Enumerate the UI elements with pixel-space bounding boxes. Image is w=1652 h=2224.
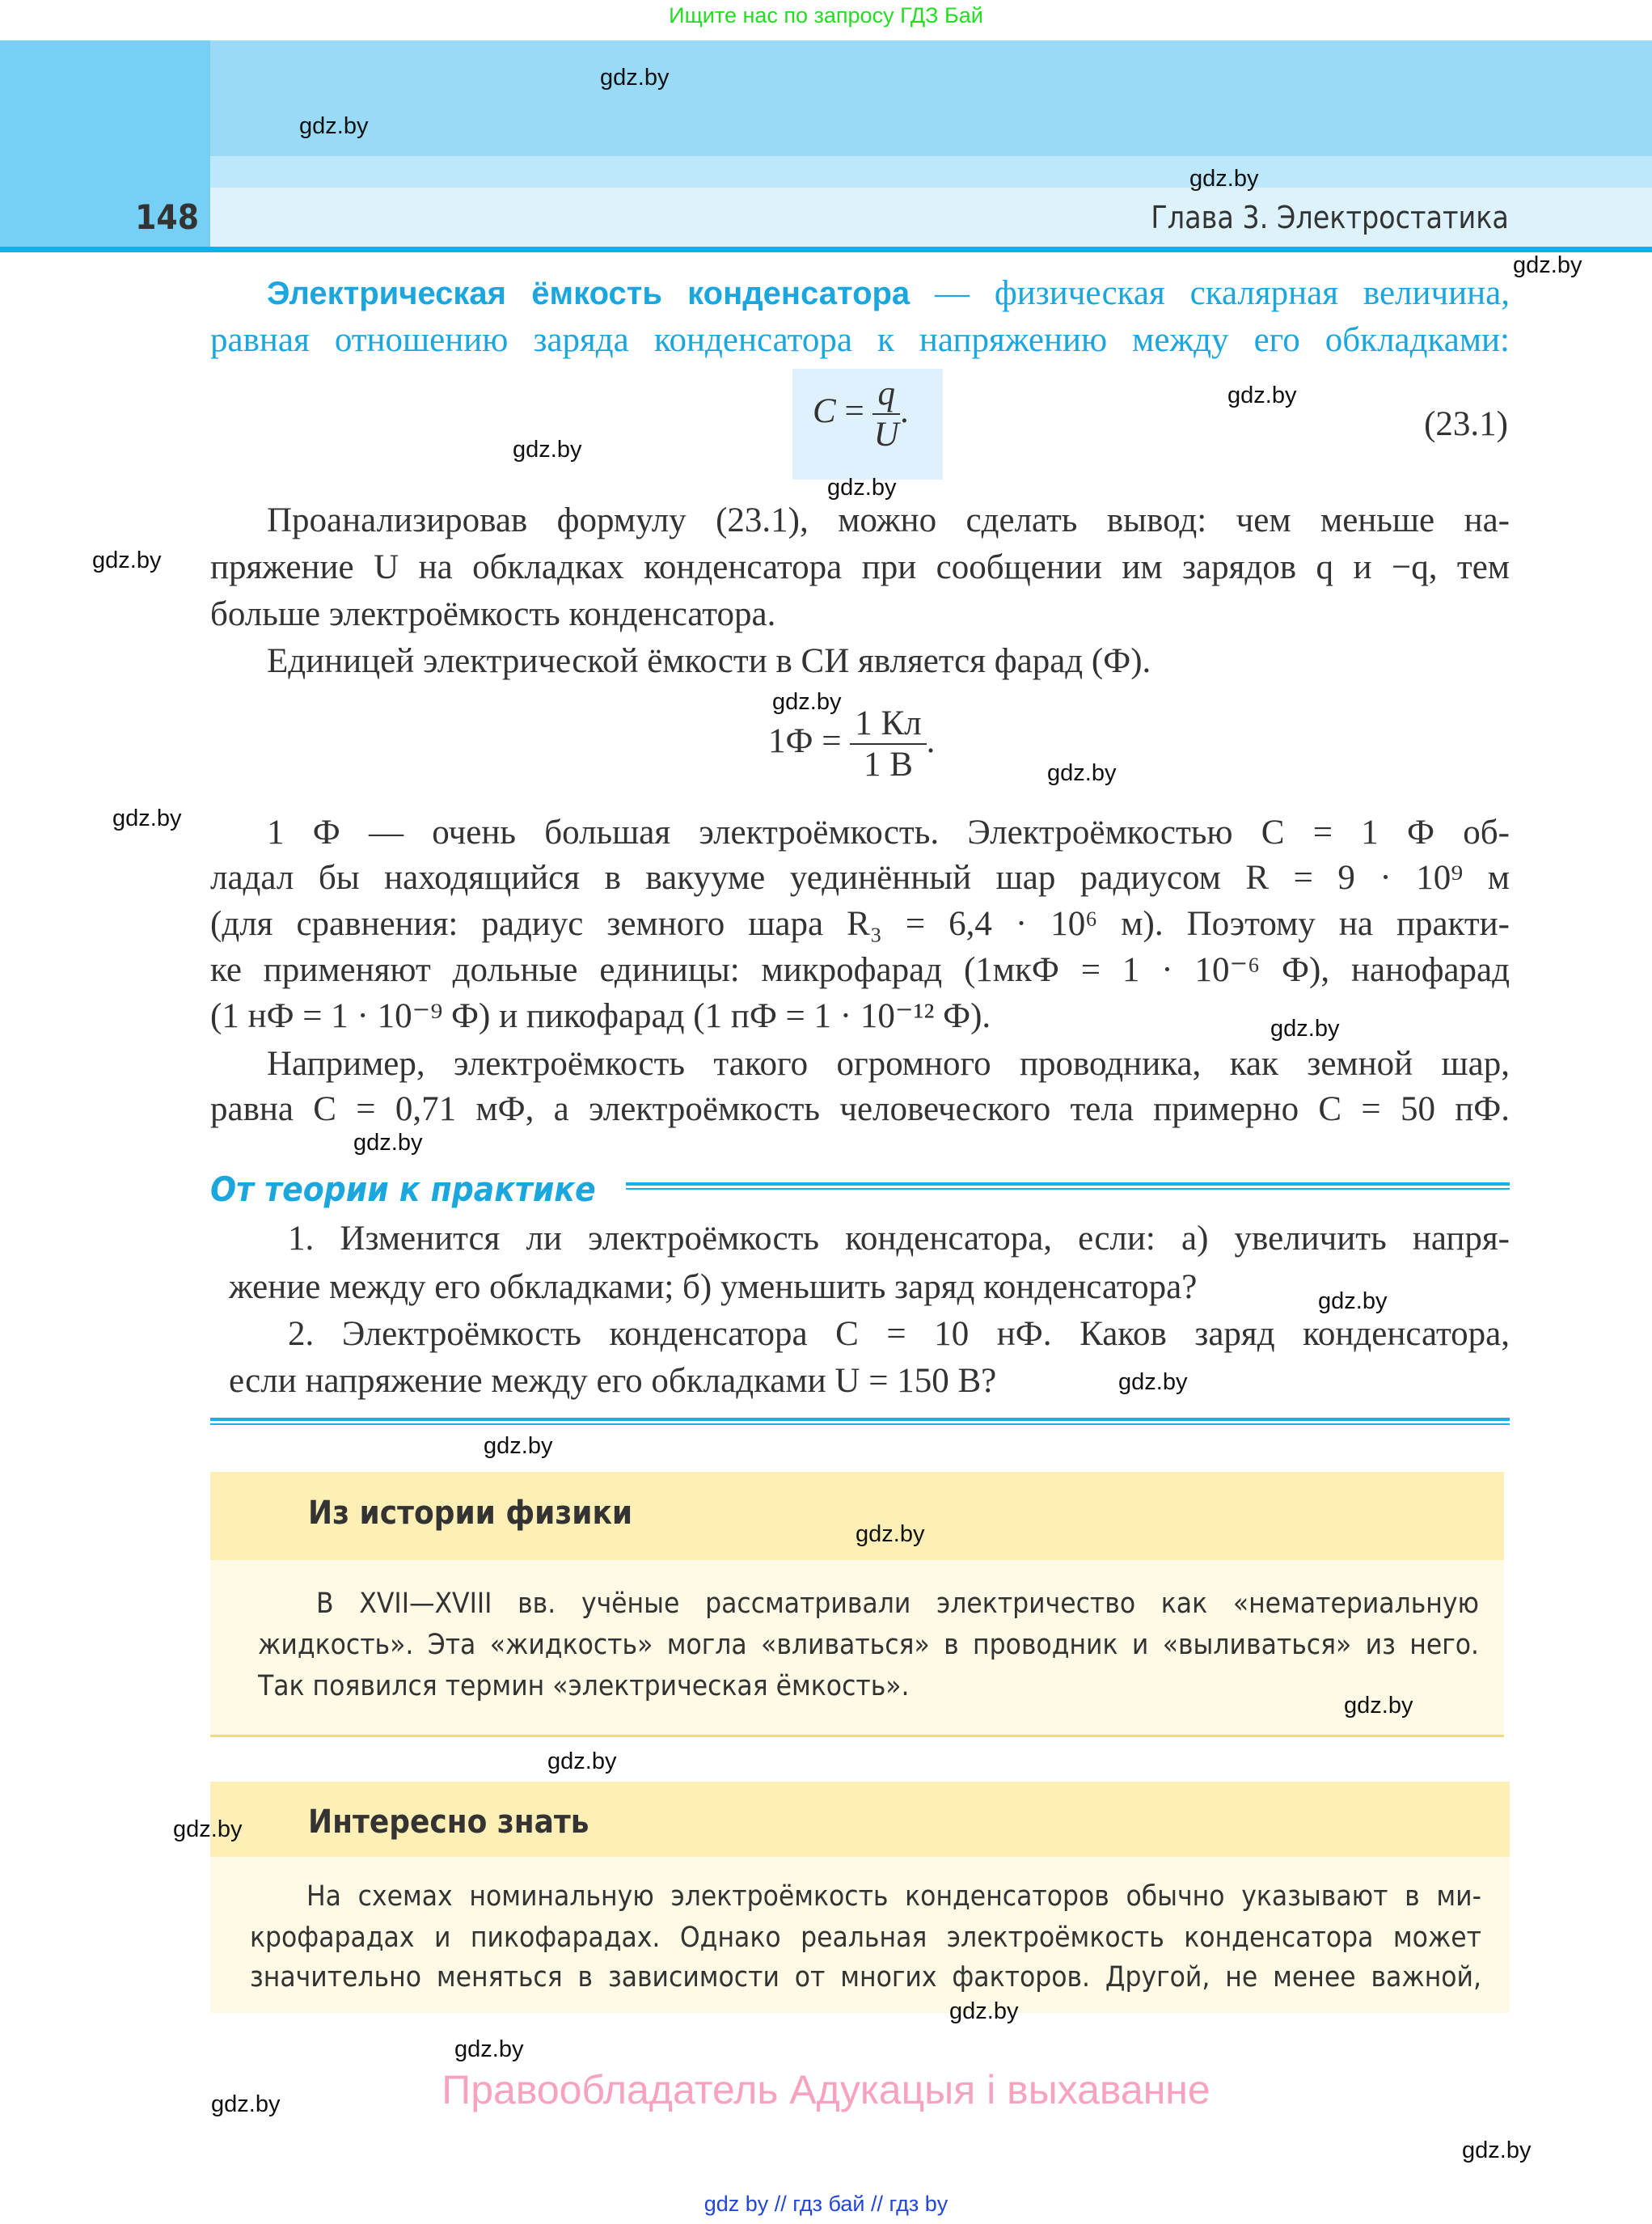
watermark: gdz.by (600, 65, 670, 91)
formula-eq: = (835, 391, 873, 430)
header-band-middle (210, 156, 1652, 188)
watermark: gdz.by (454, 2036, 524, 2062)
history-title: Из истории физики (308, 1495, 633, 1532)
history-line: жидкость». Эта «жидкость» могла «вливаться» в проводник и «выливаться» из него. (258, 1629, 1479, 1661)
farad-lhs: 1Ф = (768, 721, 851, 760)
para1-line: пряжение U на обкладках конденсатора при сообщении им зарядов q и −q, тем (210, 548, 1510, 586)
question-2-line: 2. Электроёмкость конденсатора C = 10 нФ. Каков заряд конденсатора, (288, 1315, 1510, 1353)
bottom-links[interactable]: gdz by // гдз бай // гдз by (703, 2192, 949, 2216)
interesting-line: значительно меняться в зависимости от многих факторов. Другой, не менее важной, (250, 1961, 1481, 1994)
page-number: 148 (135, 197, 199, 237)
copyright-notice: Правообладатель Адукацыя і выхаванне (442, 2067, 1210, 2112)
formula-end: . (899, 391, 909, 430)
header-divider (0, 247, 1652, 252)
question-1-line: 1. Изменится ли электроёмкость конденсатора, если: а) увеличить напря- (288, 1220, 1510, 1258)
interesting-title: Интересно знать (308, 1803, 589, 1841)
definition-line-2: равная отношению заряда конденсатора к напряжению между его обкладками: (210, 321, 1510, 359)
watermark: gdz.by (547, 1748, 617, 1774)
watermark: gdz.by (1513, 252, 1582, 278)
watermark: gdz.by (772, 689, 842, 715)
watermark: gdz.by (949, 1998, 1019, 2024)
question-1-line: жение между его обкладками; б) уменьшить заряд конденсатора? (229, 1268, 1198, 1306)
definition-text: — физическая скалярная величина, (910, 274, 1510, 312)
para3-line: 1 Ф — очень большая электроёмкость. Электроёмкостью C = 1 Ф об- (267, 814, 1510, 852)
watermark: gdz.by (299, 113, 369, 139)
farad-formula (768, 704, 935, 784)
watermark: gdz.by (353, 1130, 423, 1156)
watermark: gdz.by (827, 475, 897, 501)
interesting-line: крофарадах и пикофарадах. Однако реальная электроёмкость конденсатора может (250, 1922, 1481, 1954)
para4-line: равна C = 0,71 мФ, а электроёмкость человеческого тела примерно C = 50 пФ. (210, 1090, 1510, 1128)
watermark: gdz.by (1189, 166, 1259, 192)
search-hint: Ищите нас по запросу ГДЗ Бай (669, 3, 983, 27)
history-line: В XVII—XVIII вв. учёные рассматривали электричество как «нематериальную (316, 1588, 1479, 1620)
watermark: gdz.by (92, 548, 162, 573)
practice-heading: От теории к практике (210, 1169, 596, 1209)
watermark: gdz.by (1318, 1288, 1388, 1314)
practice-end-rule (210, 1418, 1510, 1425)
watermark: gdz.by (1462, 2137, 1532, 2163)
formula-denominator: U (873, 416, 899, 454)
capacitance-formula (813, 374, 909, 455)
para3-line: (1 нФ = 1 · 10⁻⁹ Ф) и пикофарад (1 пФ = 1 · 10⁻¹² Ф). (210, 997, 991, 1035)
para1-line: Проанализировав формулу (23.1), можно сделать вывод: чем меньше на- (267, 501, 1510, 539)
para3-line: ке применяют дольные единицы: микрофарад (1мкФ = 1 · 10⁻⁶ Ф), нанофарад (210, 951, 1510, 989)
watermark: gdz.by (484, 1433, 553, 1459)
formula-symbol: C (813, 391, 836, 430)
para1-line: больше электроёмкость конденсатора. (210, 595, 776, 633)
para4-line: Например, электроёмкость такого огромного проводника, как земной шар, (267, 1045, 1510, 1083)
farad-fraction (850, 704, 926, 784)
interesting-line: На схемах номинальную электроёмкость конденсаторов обычно указывают в ми- (306, 1880, 1481, 1913)
para2: Единицей электрической ёмкости в СИ является фарад (Ф). (267, 642, 1151, 680)
watermark: gdz.by (1344, 1693, 1413, 1719)
watermark: gdz.by (1227, 383, 1297, 408)
definition-line-1 (267, 273, 1510, 314)
para3-line: ладал бы находящийся в вакууме уединённый шар радиусом R = 9 · 10⁹ м (210, 859, 1510, 897)
watermark: gdz.by (1270, 1016, 1340, 1042)
para3-line: (для сравнения: радиус земного шара R₃ = 6,4 · 10⁶ м). Поэтому на практи- (210, 905, 1510, 943)
question-2-line: если напряжение между его обкладками U = 150 В? (229, 1362, 997, 1400)
watermark: gdz.by (1047, 760, 1117, 786)
watermark: gdz.by (513, 437, 582, 463)
equation-number: (23.1) (1424, 405, 1508, 443)
farad-numerator: 1 Кл (850, 704, 926, 745)
definition-term: Электрическая ёмкость конденсатора (267, 276, 911, 311)
watermark: gdz.by (856, 1521, 925, 1547)
chapter-title: Глава 3. Электростатика (1151, 200, 1509, 235)
practice-heading-rule (626, 1182, 1510, 1190)
formula-fraction (872, 374, 900, 455)
farad-end: . (926, 721, 936, 760)
watermark: gdz.by (112, 805, 182, 831)
watermark: gdz.by (211, 2091, 281, 2117)
farad-denominator: 1 В (863, 746, 913, 784)
watermark: gdz.by (1118, 1369, 1188, 1395)
formula-numerator: q (872, 374, 900, 415)
watermark: gdz.by (173, 1816, 243, 1842)
history-line: Так появился термин «электрическая ёмкость». (258, 1670, 910, 1702)
header-band-top (210, 40, 1652, 156)
